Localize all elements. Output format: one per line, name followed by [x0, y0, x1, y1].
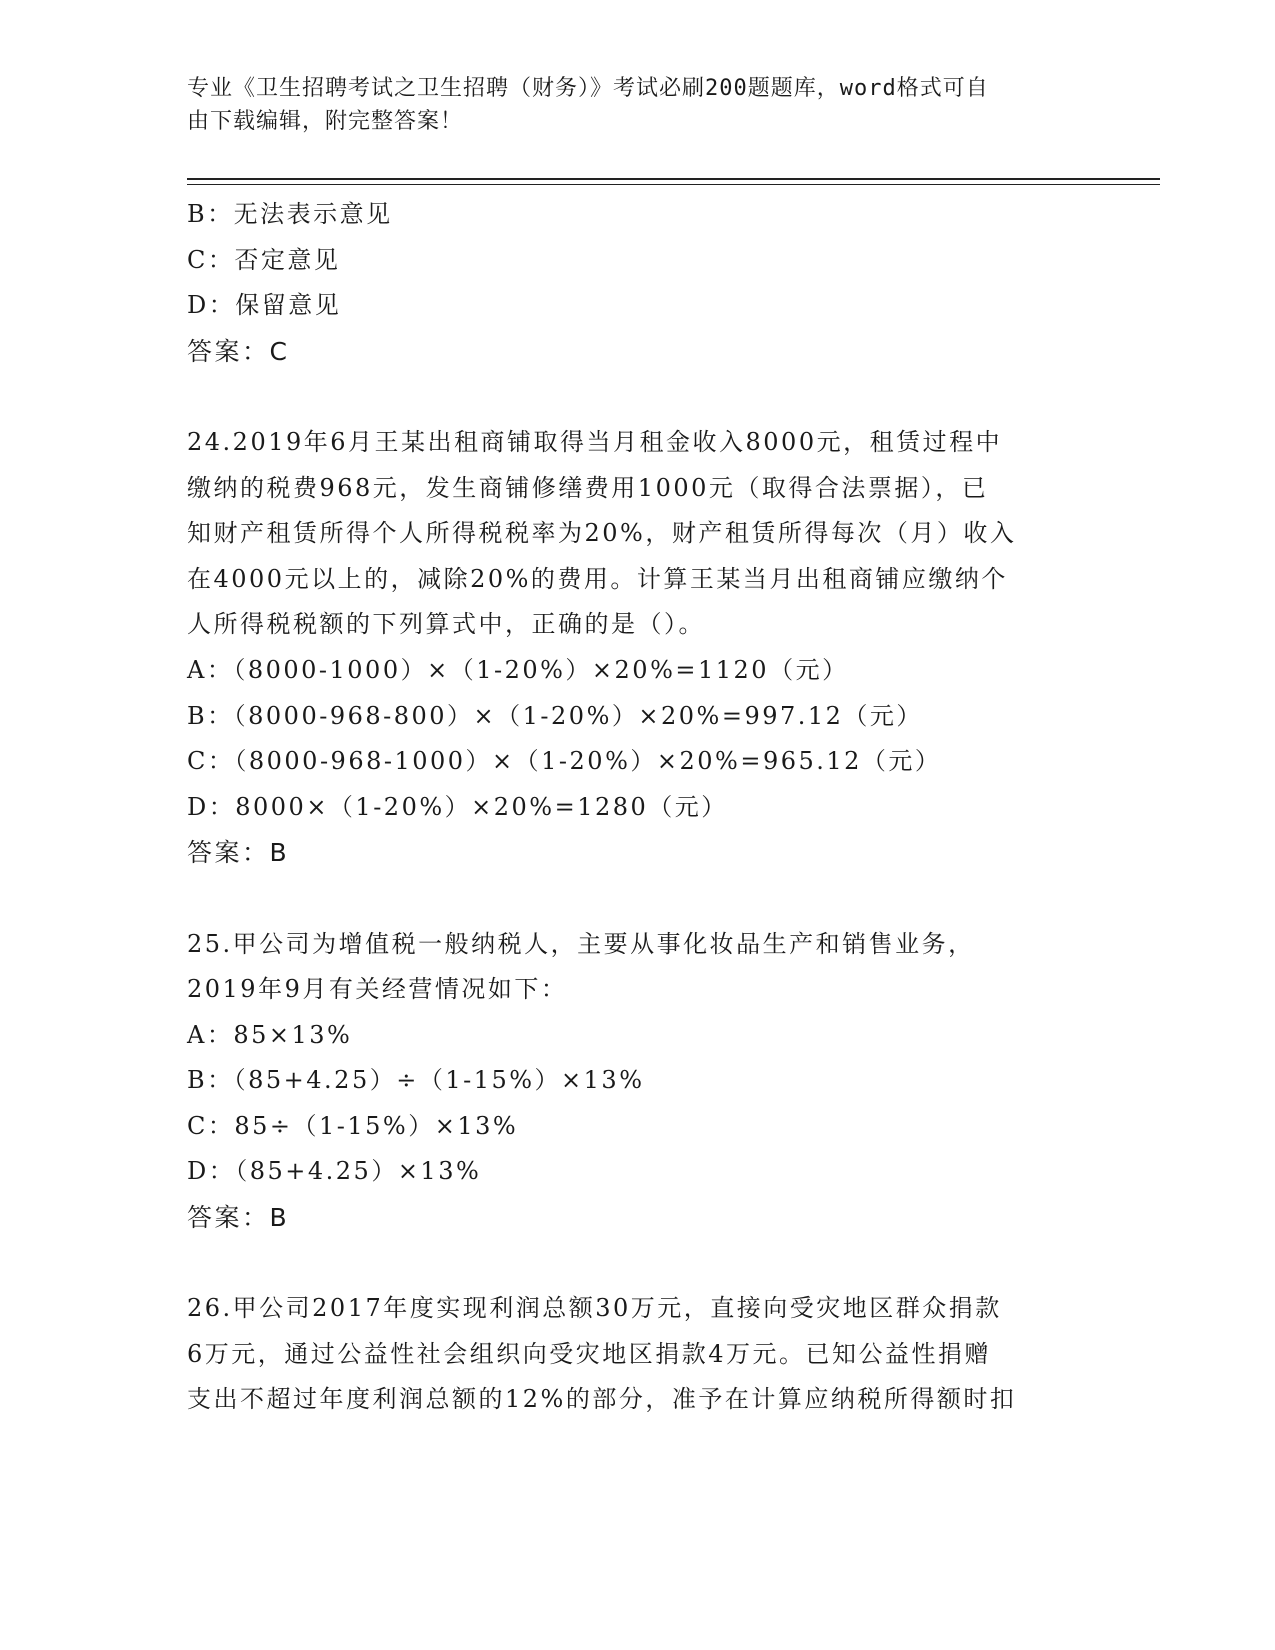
header-line-2: 由下载编辑，附完整答案！	[187, 109, 464, 134]
q23-option-c: C：否定意见	[187, 245, 341, 274]
q26-stem-line-3: 支出不超过年度利润总额的12%的部分，准予在计算应纳税所得额时扣	[187, 1385, 1017, 1414]
q24-stem-line-4: 在4000元以上的，减除20%的费用。计算王某当月出租商铺应缴纳个	[187, 564, 1008, 593]
q26-stem-line-1: 26.甲公司2017年度实现利润总额30万元，直接向受灾地区群众捐款	[187, 1294, 1002, 1323]
q23-option-b: B：无法表示意见	[187, 200, 393, 228]
q25-stem-line-2: 2019年9月有关经营情况如下：	[187, 975, 568, 1004]
q24-stem-line-2: 缴纳的税费968元，发生商铺修缮费用1000元（取得合法票据），已	[187, 473, 989, 502]
q26-stem-line-2: 6万元，通过公益性社会组织向受灾地区捐款4万元。已知公益性捐赠	[187, 1339, 992, 1368]
header-line-1: 专业《卫生招聘考试之卫生招聘（财务）》考试必刷200题题库，word格式可自	[187, 76, 989, 101]
q25-option-d: D：（85+4.25）×13%	[187, 1157, 482, 1186]
q25-option-a: A：85×13%	[187, 1020, 353, 1049]
q24-option-c: C：（8000-968-1000）×（1-20%）×20%=965.12（元）	[187, 747, 942, 776]
q24-option-d: D：8000×（1-20%）×20%=1280（元）	[187, 792, 728, 821]
q24-stem-line-5: 人所得税税额的下列算式中，正确的是（）。	[187, 610, 705, 639]
spacer	[187, 374, 1087, 420]
q24-option-a: A：（8000-1000）×（1-20%）×20%=1120（元）	[187, 655, 849, 684]
q23-answer: 答案：C	[187, 336, 290, 366]
header-rule-thin	[187, 184, 1160, 185]
q25-option-b: B：（85+4.25）÷（1-15%）×13%	[187, 1066, 645, 1095]
q24-stem-line-3: 知财产租赁所得个人所得税税率为20%，财产租赁所得每次（月）收入	[187, 519, 1017, 548]
page-header	[187, 72, 1087, 138]
spacer	[187, 876, 1087, 922]
q24-option-b: B：（8000-968-800）×（1-20%）×20%=997.12（元）	[187, 701, 923, 730]
q25-option-c: C：85÷（1-15%）×13%	[187, 1111, 519, 1140]
q23-option-d: D：保留意见	[187, 291, 342, 320]
q24-stem-line-1: 24.2019年6月王某出租商铺取得当月租金收入8000元，租赁过程中	[187, 427, 1003, 456]
q25-answer: 答案：B	[187, 1203, 290, 1233]
question-content	[187, 192, 1087, 1423]
q24-answer: 答案：B	[187, 838, 290, 868]
q25-stem-line-1: 25.甲公司为增值税一般纳税人，主要从事化妆品生产和销售业务，	[187, 929, 975, 958]
header-rule-thick	[187, 178, 1160, 180]
spacer	[187, 1241, 1087, 1287]
